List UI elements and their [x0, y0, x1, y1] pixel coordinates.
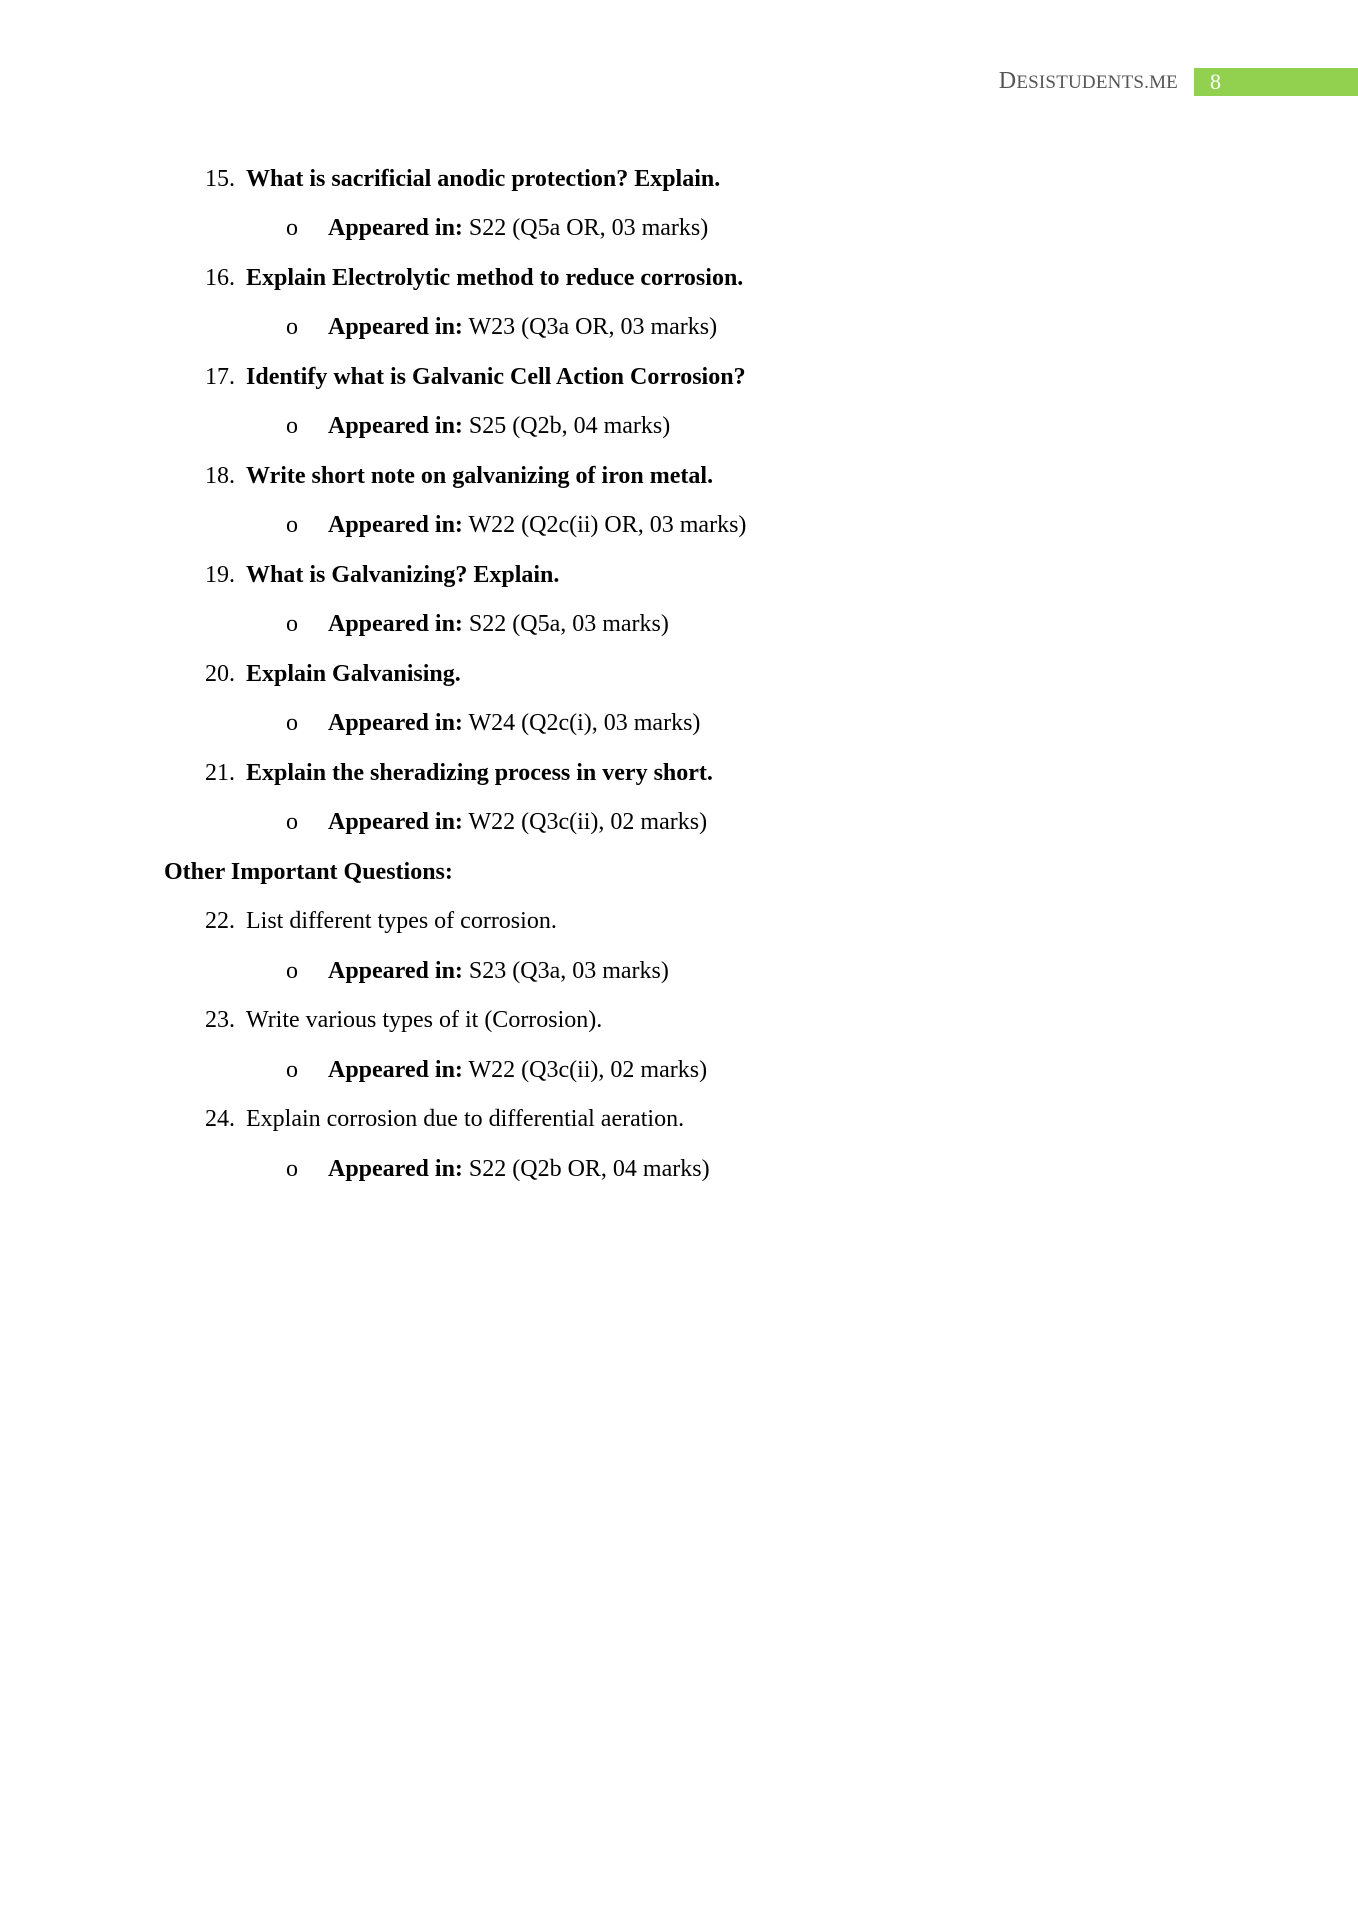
- question-24: [205, 1104, 684, 1134]
- bullet: o: [286, 512, 298, 538]
- bullet: o: [286, 710, 298, 736]
- appeared-label: Appeared in:: [328, 215, 463, 241]
- appeared-label: Appeared in:: [328, 809, 463, 835]
- bullet: o: [286, 611, 298, 637]
- appeared-label: Appeared in:: [328, 1057, 463, 1083]
- bullet: o: [286, 215, 298, 241]
- section-heading-other-questions: Other Important Questions:: [164, 859, 453, 885]
- question-number: 16.: [205, 265, 235, 291]
- question-text: What is sacrificial anodic protection? Explain.: [246, 166, 721, 192]
- bullet: o: [286, 809, 298, 835]
- appeared-ref: W24 (Q2c(i), 03 marks): [462, 710, 701, 736]
- question-18: [205, 461, 713, 491]
- appeared-in-15: [286, 213, 708, 243]
- bullet: o: [286, 314, 298, 340]
- appeared-ref: S23 (Q3a, 03 marks): [462, 958, 669, 984]
- appeared-ref: W22 (Q3c(ii), 02 marks): [462, 809, 708, 835]
- question-16: [205, 263, 743, 293]
- question-text: Explain corrosion due to differential aeration.: [246, 1106, 685, 1132]
- appeared-in-16: [286, 312, 717, 342]
- bullet: o: [286, 1156, 298, 1182]
- question-15: [205, 164, 720, 194]
- appeared-ref: W22 (Q2c(ii) OR, 03 marks): [462, 512, 747, 538]
- question-number: 22.: [205, 908, 235, 934]
- site-name: [999, 67, 1178, 97]
- appeared-in-18: [286, 510, 746, 540]
- site-name-initial: D: [998, 68, 1017, 94]
- question-20: [205, 659, 461, 689]
- question-number: 15.: [205, 166, 235, 192]
- appeared-ref: S22 (Q2b OR, 04 marks): [462, 1156, 710, 1182]
- page-header: [999, 68, 1358, 96]
- appeared-in-23: [286, 1055, 707, 1085]
- question-text: List different types of corrosion.: [246, 908, 557, 934]
- appeared-label: Appeared in:: [328, 710, 463, 736]
- question-text: Explain the sheradizing process in very short.: [246, 760, 713, 786]
- appeared-in-19: [286, 609, 669, 639]
- question-text: Explain Galvanising.: [246, 661, 461, 687]
- question-17: [205, 362, 746, 392]
- bullet: o: [286, 1057, 298, 1083]
- bullet: o: [286, 413, 298, 439]
- appeared-in-21: [286, 807, 707, 837]
- appeared-in-22: [286, 956, 669, 986]
- question-number: 17.: [205, 364, 235, 390]
- bullet: o: [286, 958, 298, 984]
- question-number: 18.: [205, 463, 235, 489]
- appeared-ref: S25 (Q2b, 04 marks): [462, 413, 671, 439]
- appeared-label: Appeared in:: [328, 512, 463, 538]
- question-19: [205, 560, 559, 590]
- appeared-in-24: [286, 1154, 710, 1184]
- question-text: Write short note on galvanizing of iron metal.: [246, 463, 714, 489]
- page-number-badge: 8: [1194, 68, 1358, 96]
- appeared-in-17: [286, 411, 670, 441]
- question-number: 23.: [205, 1007, 235, 1033]
- appeared-ref: W23 (Q3a OR, 03 marks): [462, 314, 718, 340]
- question-number: 21.: [205, 760, 235, 786]
- question-number: 19.: [205, 562, 235, 588]
- appeared-label: Appeared in:: [328, 958, 463, 984]
- appeared-ref: S22 (Q5a, 03 marks): [462, 611, 669, 637]
- question-text: Write various types of it (Corrosion).: [246, 1007, 603, 1033]
- appeared-ref: S22 (Q5a OR, 03 marks): [462, 215, 709, 241]
- question-23: [205, 1005, 602, 1035]
- question-22: [205, 906, 557, 936]
- appeared-in-20: [286, 708, 700, 738]
- question-number: 24.: [205, 1106, 235, 1132]
- question-number: 20.: [205, 661, 235, 687]
- appeared-label: Appeared in:: [328, 314, 463, 340]
- question-21: [205, 758, 713, 788]
- appeared-label: Appeared in:: [328, 611, 463, 637]
- appeared-label: Appeared in:: [328, 1156, 463, 1182]
- site-name-rest: ESISTUDENTS.ME: [1016, 72, 1178, 93]
- question-text: Explain Electrolytic method to reduce corrosion.: [246, 265, 744, 291]
- appeared-ref: W22 (Q3c(ii), 02 marks): [462, 1057, 708, 1083]
- question-text: Identify what is Galvanic Cell Action Corrosion?: [246, 364, 746, 390]
- question-text: What is Galvanizing? Explain.: [246, 562, 560, 588]
- appeared-label: Appeared in:: [328, 413, 463, 439]
